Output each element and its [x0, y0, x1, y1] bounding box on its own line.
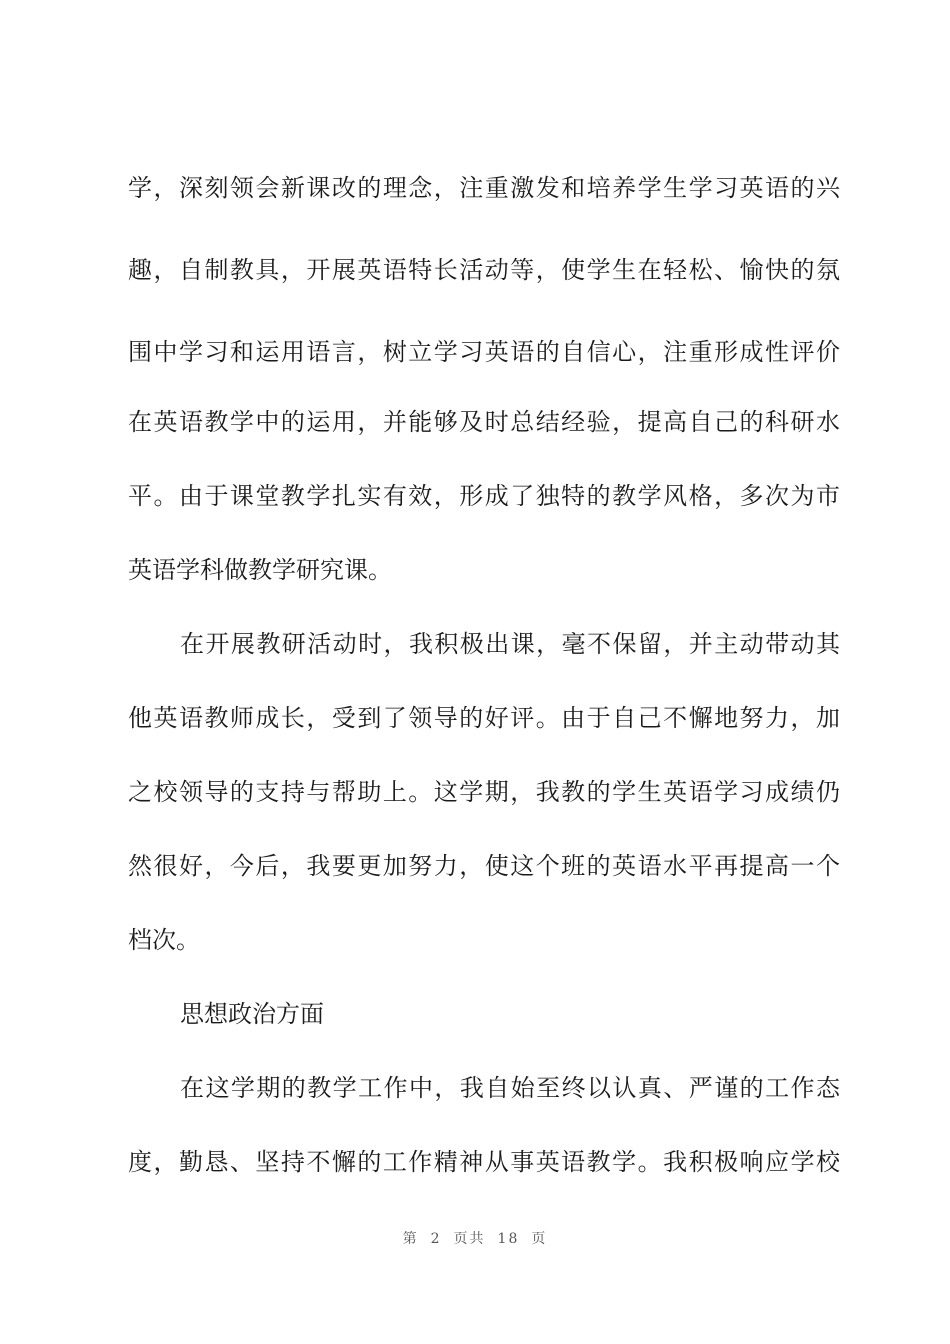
text-line: 学，深刻领会新课改的理念，注重激发和培养学生学习英语的兴: [128, 174, 840, 202]
text-line: 档次。: [128, 926, 200, 954]
text-line: 度，勤恳、坚持不懈的工作精神从事英语教学。我积极响应学校: [128, 1148, 840, 1176]
section-heading: 思想政治方面: [180, 1000, 324, 1028]
text-line: 趣，自制教具，开展英语特长活动等，使学生在轻松、愉快的氛: [128, 256, 840, 284]
footer-total-pages: 18: [497, 1231, 520, 1247]
text-line: 平。由于课堂教学扎实有效，形成了独特的教学风格，多次为市: [128, 482, 840, 510]
text-line: 围中学习和运用语言，树立学习英语的自信心，注重形成性评价: [128, 338, 840, 366]
page-footer: [0, 1228, 950, 1248]
text-line: 他英语教师成长，受到了领导的好评。由于自己不懈地努力，加: [128, 704, 840, 732]
text-line: 然很好，今后，我要更加努力，使这个班的英语水平再提高一个: [128, 852, 840, 880]
footer-page-number: 2: [430, 1231, 442, 1247]
text-line: 在开展教研活动时，我积极出课，毫不保留，并主动带动其: [180, 630, 840, 658]
text-line: 在英语教学中的运用，并能够及时总结经验，提高自己的科研水: [128, 408, 840, 436]
text-line: 英语学科做教学研究课。: [128, 556, 392, 584]
footer-suffix: 页: [531, 1231, 548, 1247]
text-line: 在这学期的教学工作中，我自始至终以认真、严谨的工作态: [180, 1074, 840, 1102]
text-line: 之校领导的支持与帮助上。这学期，我教的学生英语学习成绩仍: [128, 778, 840, 806]
footer-middle: 页共: [453, 1231, 486, 1247]
footer-prefix: 第: [402, 1231, 419, 1247]
